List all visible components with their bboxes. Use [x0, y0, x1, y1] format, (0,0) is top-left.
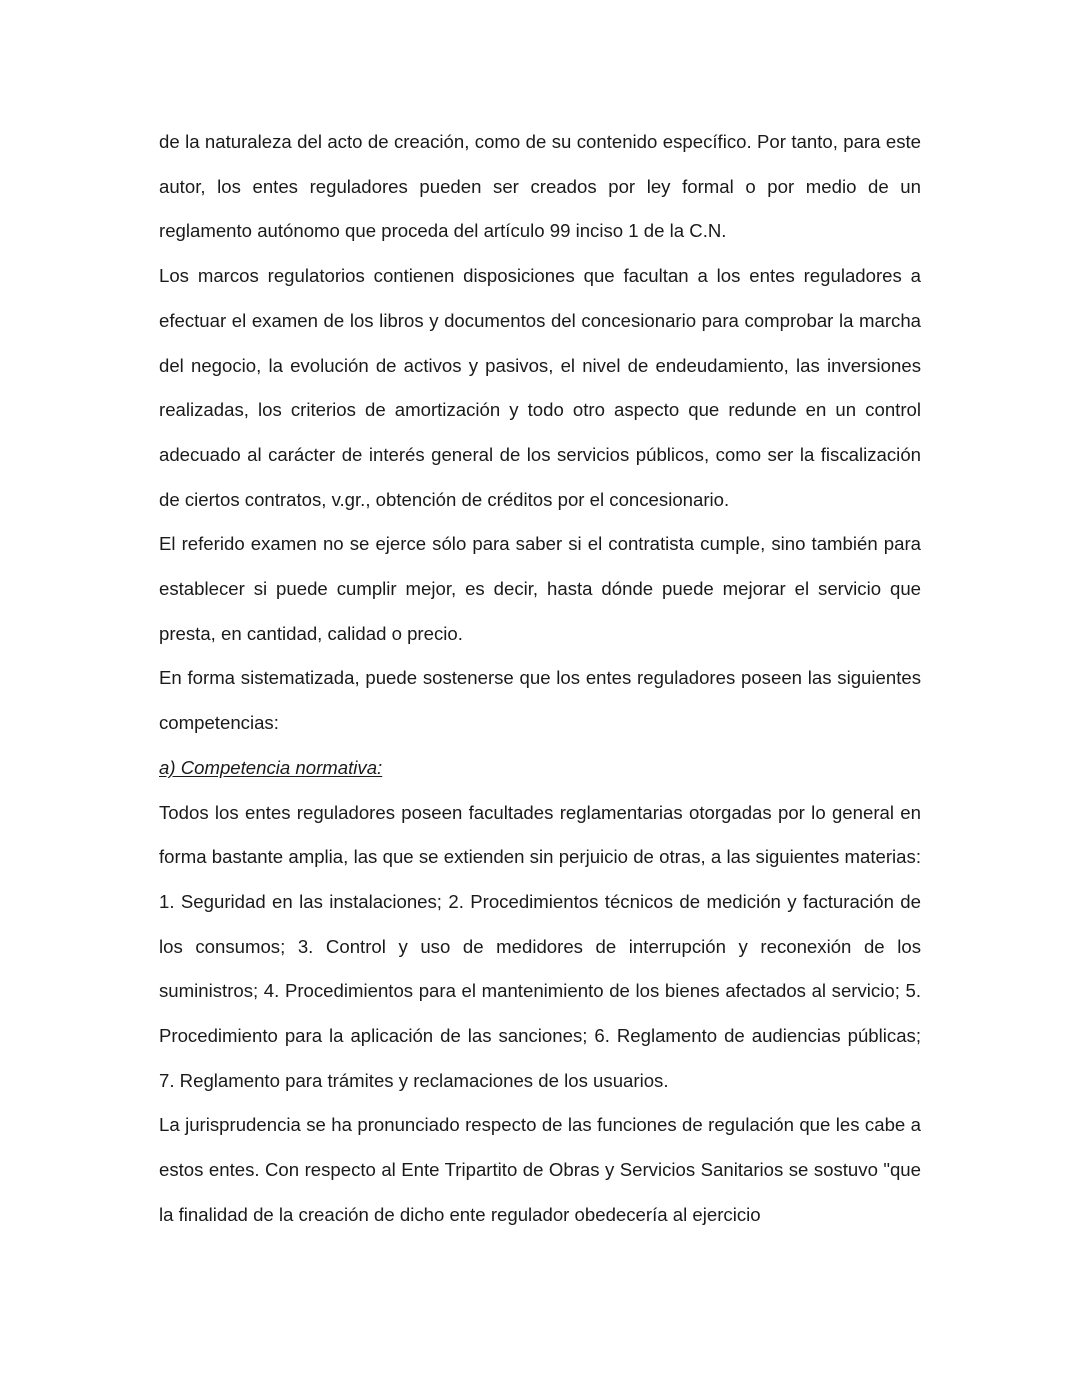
paragraph-competencies-intro: En forma sistematizada, puede sostenerse que los entes reguladores poseen las siguientes competencias:	[159, 667, 921, 734]
paragraph-regulatory-powers: Todos los entes reguladores poseen facultades reglamentarias otorgadas por lo general en forma bastante amplia, las que se extienden sin perjuicio de otras, a las siguientes materias: 1. Seguridad en las instalaciones; 2. Procedimientos técnicos de medición y facturación de los consumos; 3. Control y uso de medidores de interrupción y reconexión de los suministros; 4. Procedimientos para el mantenimiento de los bienes afectados al servicio; 5. Procedimiento para la aplicación de las sanciones; 6. Reglamento de audiencias públicas; 7. Reglamento para trámites y reclamaciones de los usuarios.	[159, 801, 921, 1091]
paragraph-creation-act: de la naturaleza del acto de creación, como de su contenido específico. Por tanto, para este autor, los entes reguladores pueden ser creados por ley formal o por medio de un reglamento autónomo que proceda del artículo 99 inciso 1 de la C.N.	[159, 131, 921, 242]
section-heading-normative-competence	[159, 746, 921, 791]
paragraph-regulatory-frameworks: Los marcos regulatorios contienen disposiciones que facultan a los entes reguladores a efectuar el examen de los libros y documentos del concesionario para comprobar la marcha del negocio, la evolución de activos y pasivos, el nivel de endeudamiento, las inversiones realizadas, los criterios de amortización y todo otro aspecto que redunde en un control adecuado al carácter de interés general de los servicios públicos, como ser la fiscalización de ciertos contratos, v.gr., obtención de créditos por el concesionario.	[159, 265, 921, 510]
paragraph-jurisprudence: La jurisprudencia se ha pronunciado respecto de las funciones de regulación que les cabe a estos entes. Con respecto al Ente Tripartito de Obras y Servicios Sanitarios se sostuvo "que la finalidad de la creación de dicho ente regulador obedecería al ejercicio	[159, 1114, 921, 1225]
section-heading-text: a) Competencia normativa:	[159, 756, 383, 778]
paragraph-examination: El referido examen no se ejerce sólo para saber si el contratista cumple, sino también para establecer si puede cumplir mejor, es decir, hasta dónde puede mejorar el servicio que presta, en cantidad, calidad o precio.	[159, 533, 921, 644]
document-body	[159, 120, 921, 1238]
